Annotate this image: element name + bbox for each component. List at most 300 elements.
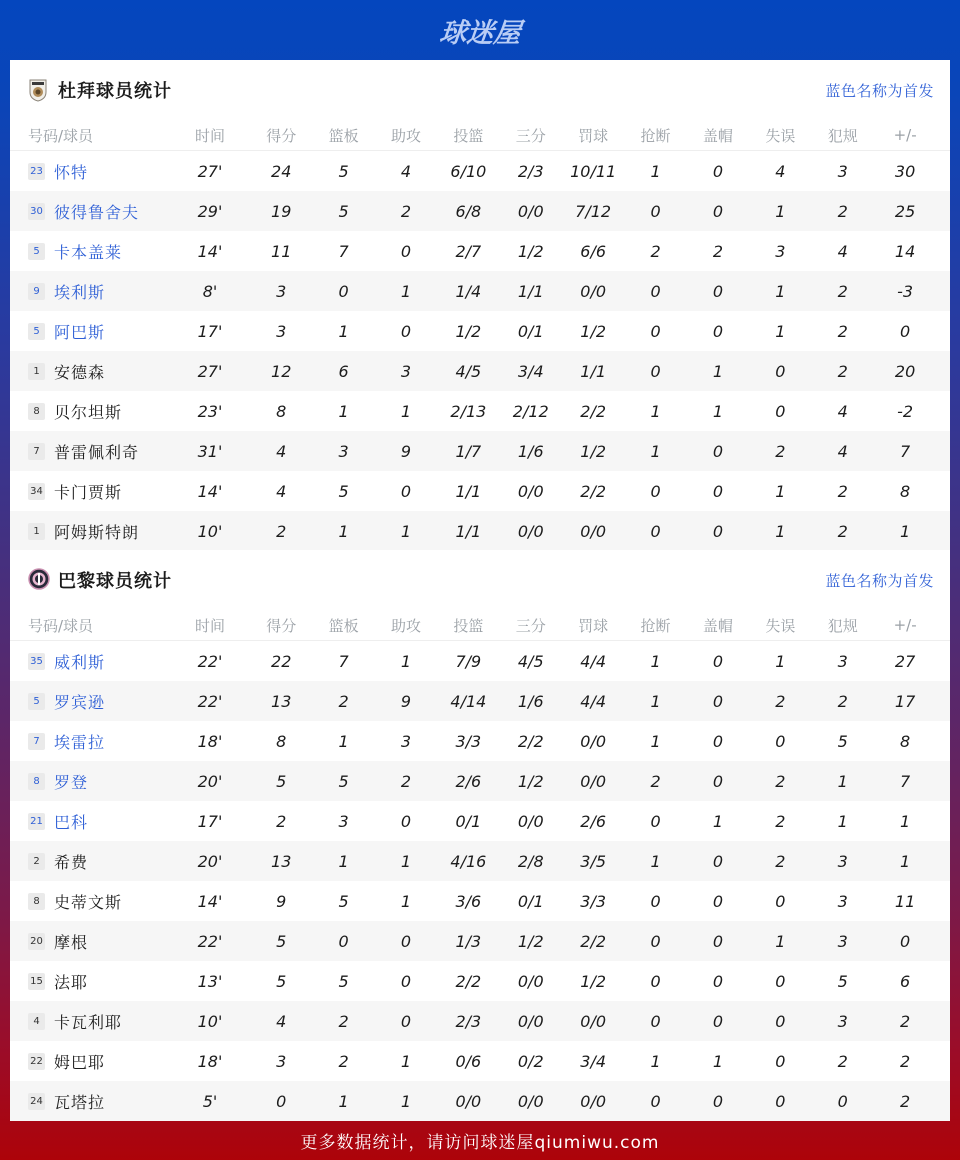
table-row[interactable] <box>10 311 950 351</box>
stat-points: 2 <box>276 811 287 831</box>
stat-assists: 1 <box>400 521 412 541</box>
team-stats-card-dubai <box>10 60 950 550</box>
stat-fg: 2/7 <box>455 241 482 261</box>
column-header-assists: 助攻 <box>390 126 421 145</box>
stat-three: 1/2 <box>517 241 544 261</box>
stat-blocks: 1 <box>712 401 724 421</box>
column-header-three: 三分 <box>515 126 546 145</box>
stat-plus-minus: 14 <box>894 241 916 261</box>
stat-time: 22' <box>197 931 223 951</box>
stat-steals: 0 <box>650 481 661 501</box>
starter-legend-note: 蓝色名称为首发 <box>825 81 934 100</box>
stat-three: 0/1 <box>517 891 544 911</box>
stat-fg: 2/13 <box>450 401 487 421</box>
stat-ft: 0/0 <box>580 281 607 301</box>
stat-three: 1/1 <box>517 281 544 301</box>
player-name-link[interactable]: 希费 <box>54 852 89 872</box>
stat-ft: 0/0 <box>580 731 607 751</box>
stat-assists: 4 <box>400 161 412 181</box>
table-row[interactable] <box>10 1001 950 1041</box>
stat-points: 5 <box>276 931 287 951</box>
stat-plus-minus: 27 <box>894 651 916 671</box>
stat-fouls: 3 <box>837 931 848 951</box>
stat-fg: 4/14 <box>450 691 487 711</box>
stat-blocks: 0 <box>712 321 724 341</box>
stat-fouls: 4 <box>837 401 848 421</box>
stat-steals: 1 <box>650 401 661 421</box>
stat-blocks: 1 <box>712 361 724 381</box>
stat-blocks: 0 <box>712 281 724 301</box>
stat-time: 10' <box>197 1011 223 1031</box>
stat-fg: 7/9 <box>455 651 482 671</box>
jersey-number-badge: 7 <box>28 443 45 460</box>
stat-three: 1/6 <box>517 441 544 461</box>
player-name-link[interactable]: 罗登 <box>54 772 89 792</box>
site-header <box>0 0 960 60</box>
stat-points: 22 <box>271 651 292 671</box>
table-row[interactable] <box>10 721 950 761</box>
stat-rebounds: 0 <box>338 281 349 301</box>
stat-fg: 3/6 <box>455 891 482 911</box>
stat-plus-minus: 8 <box>900 731 911 751</box>
stat-time: 5' <box>202 1091 218 1111</box>
stat-assists: 9 <box>400 441 412 461</box>
stat-points: 24 <box>271 161 292 181</box>
column-header-turnovers: 失误 <box>765 616 796 635</box>
stat-fouls: 2 <box>837 521 848 541</box>
table-row[interactable] <box>10 391 950 431</box>
stat-fg: 1/3 <box>455 931 482 951</box>
stat-assists: 0 <box>400 971 412 991</box>
column-header-time: 时间 <box>194 126 225 145</box>
jersey-number-badge: 24 <box>28 1093 45 1110</box>
table-row[interactable] <box>10 801 950 841</box>
stat-three: 0/0 <box>517 1091 544 1111</box>
stat-three: 3/4 <box>517 361 544 381</box>
stat-ft: 2/6 <box>580 811 607 831</box>
column-header-rebounds: 篮板 <box>328 616 359 635</box>
column-header-fouls: 犯规 <box>827 616 858 635</box>
stat-ft: 3/3 <box>580 891 607 911</box>
player-cell <box>10 200 172 223</box>
stat-turnovers: 0 <box>775 971 786 991</box>
footer-banner <box>0 1120 960 1160</box>
jersey-number-badge: 8 <box>28 773 45 790</box>
table-row[interactable] <box>10 471 950 511</box>
column-header-fg: 投篮 <box>453 126 484 145</box>
stat-three: 0/0 <box>517 521 544 541</box>
stat-fg: 0/1 <box>455 811 482 831</box>
player-cell <box>10 520 172 543</box>
player-name-link[interactable]: 法耶 <box>54 972 89 992</box>
stat-three: 4/5 <box>517 651 544 671</box>
stat-plus-minus: 25 <box>894 201 916 221</box>
stat-plus-minus: 6 <box>900 971 911 991</box>
stat-steals: 1 <box>650 851 661 871</box>
stat-ft: 0/0 <box>580 1091 607 1111</box>
jersey-number-badge: 1 <box>28 523 45 540</box>
stat-fouls: 2 <box>837 281 848 301</box>
player-cell <box>10 690 172 713</box>
stat-ft: 0/0 <box>580 771 607 791</box>
jersey-number-badge: 8 <box>28 403 45 420</box>
player-stats-table <box>10 151 950 551</box>
column-header-plus-minus: +/- <box>893 126 917 144</box>
stat-points: 8 <box>276 401 287 421</box>
stat-rebounds: 1 <box>338 321 349 341</box>
stat-points: 13 <box>271 691 292 711</box>
player-cell <box>10 440 172 463</box>
stat-rebounds: 5 <box>338 481 349 501</box>
stat-points: 2 <box>276 521 287 541</box>
stat-points: 5 <box>276 971 287 991</box>
stat-assists: 0 <box>400 481 412 501</box>
player-cell <box>10 1050 172 1073</box>
player-name-link[interactable]: 瓦塔拉 <box>54 1092 106 1112</box>
stat-blocks: 0 <box>712 731 724 751</box>
stat-steals: 0 <box>650 971 661 991</box>
jersey-number-badge: 30 <box>28 203 45 220</box>
stat-plus-minus: 17 <box>894 691 916 711</box>
stat-fouls: 4 <box>837 241 848 261</box>
column-header-player: 号码/球员 <box>28 616 94 635</box>
column-header-points: 得分 <box>266 126 297 145</box>
stat-assists: 0 <box>400 321 412 341</box>
paris-team-crest-icon <box>28 568 48 592</box>
jersey-number-badge: 35 <box>28 653 45 670</box>
table-row[interactable] <box>10 1081 950 1121</box>
jersey-number-badge: 2 <box>28 853 45 870</box>
stat-steals: 0 <box>650 281 661 301</box>
stat-assists: 1 <box>400 651 412 671</box>
stat-ft: 0/0 <box>580 521 607 541</box>
stat-ft: 2/2 <box>580 401 607 421</box>
stat-fg: 6/8 <box>455 201 482 221</box>
stat-turnovers: 2 <box>775 691 786 711</box>
column-header-player: 号码/球员 <box>28 126 94 145</box>
stat-steals: 0 <box>650 1091 661 1111</box>
stat-plus-minus: 1 <box>900 811 911 831</box>
stat-points: 11 <box>271 241 292 261</box>
stat-three: 1/2 <box>517 931 544 951</box>
stat-turnovers: 1 <box>775 521 786 541</box>
stat-plus-minus: 1 <box>900 851 911 871</box>
player-cell <box>10 360 172 383</box>
stat-turnovers: 0 <box>775 1091 786 1111</box>
player-name-link[interactable]: 阿姆斯特朗 <box>54 522 140 542</box>
stat-fouls: 1 <box>837 811 848 831</box>
stat-turnovers: 0 <box>775 1011 786 1031</box>
table-header <box>10 610 950 641</box>
stat-three: 0/2 <box>517 1051 544 1071</box>
table-row[interactable] <box>10 1041 950 1081</box>
stat-rebounds: 1 <box>338 851 349 871</box>
stat-turnovers: 0 <box>775 891 786 911</box>
stat-fouls: 3 <box>837 161 848 181</box>
stat-time: 10' <box>197 521 223 541</box>
stat-steals: 0 <box>650 361 661 381</box>
player-name-link[interactable]: 安德森 <box>54 362 106 382</box>
player-name-link[interactable]: 史蒂文斯 <box>54 892 123 912</box>
stat-assists: 1 <box>400 1091 412 1111</box>
table-row[interactable] <box>10 921 950 961</box>
stat-fg: 2/6 <box>455 771 482 791</box>
table-row[interactable] <box>10 841 950 881</box>
stat-fouls: 2 <box>837 481 848 501</box>
stat-fouls: 3 <box>837 651 848 671</box>
stat-ft: 10/11 <box>570 161 617 181</box>
jersey-number-badge: 23 <box>28 163 45 180</box>
column-header-turnovers: 失误 <box>765 126 796 145</box>
stat-turnovers: 2 <box>775 441 786 461</box>
player-name-link[interactable]: 罗宾逊 <box>54 692 106 712</box>
stat-rebounds: 7 <box>338 651 349 671</box>
jersey-number-badge: 9 <box>28 283 45 300</box>
stat-steals: 0 <box>650 321 661 341</box>
stat-points: 8 <box>276 731 287 751</box>
stat-fg: 1/2 <box>455 321 482 341</box>
player-cell <box>10 970 172 993</box>
player-name-link[interactable]: 普雷佩利奇 <box>54 442 140 462</box>
column-header-assists: 助攻 <box>390 616 421 635</box>
table-row[interactable] <box>10 151 950 191</box>
stat-assists: 1 <box>400 851 412 871</box>
table-row[interactable] <box>10 881 950 921</box>
table-row[interactable] <box>10 681 950 721</box>
stat-rebounds: 1 <box>338 1091 349 1111</box>
player-name-link[interactable]: 卡瓦利耶 <box>54 1012 123 1032</box>
stat-blocks: 2 <box>712 241 724 261</box>
stat-three: 2/2 <box>517 731 544 751</box>
stat-rebounds: 5 <box>338 771 349 791</box>
stat-fouls: 5 <box>837 971 848 991</box>
stat-time: 27' <box>197 361 223 381</box>
player-name-link[interactable]: 埃雷拉 <box>54 732 106 752</box>
stat-time: 17' <box>197 811 223 831</box>
player-cell <box>10 400 172 423</box>
player-cell <box>10 1090 172 1113</box>
stat-points: 9 <box>276 891 287 911</box>
stat-fg: 0/0 <box>455 1091 482 1111</box>
stat-steals: 0 <box>650 201 661 221</box>
column-header-points: 得分 <box>266 616 297 635</box>
stat-fg: 0/6 <box>455 1051 482 1071</box>
column-header-blocks: 盖帽 <box>702 616 733 635</box>
dubai-team-crest-icon <box>28 78 48 102</box>
column-header-steals: 抢断 <box>640 126 671 145</box>
stat-plus-minus: -2 <box>897 401 914 421</box>
stat-three: 0/0 <box>517 481 544 501</box>
stat-steals: 0 <box>650 811 661 831</box>
table-row[interactable] <box>10 231 950 271</box>
player-name-link[interactable]: 埃利斯 <box>54 282 106 302</box>
stat-assists: 1 <box>400 1051 412 1071</box>
table-row[interactable] <box>10 641 950 681</box>
stat-blocks: 1 <box>712 1051 724 1071</box>
player-cell <box>10 850 172 873</box>
stat-blocks: 0 <box>712 1091 724 1111</box>
stat-ft: 4/4 <box>580 651 607 671</box>
jersey-number-badge: 5 <box>28 323 45 340</box>
table-row[interactable] <box>10 271 950 311</box>
stat-time: 23' <box>197 401 223 421</box>
stat-turnovers: 0 <box>775 401 786 421</box>
stat-rebounds: 1 <box>338 731 349 751</box>
stat-rebounds: 2 <box>338 1051 349 1071</box>
stat-fouls: 3 <box>837 851 848 871</box>
stat-three: 0/0 <box>517 1011 544 1031</box>
jersey-number-badge: 8 <box>28 893 45 910</box>
jersey-number-badge: 5 <box>28 693 45 710</box>
stat-three: 0/0 <box>517 201 544 221</box>
stat-assists: 2 <box>400 201 412 221</box>
table-row[interactable] <box>10 191 950 231</box>
player-name-link[interactable]: 摩根 <box>54 932 89 952</box>
stat-three: 2/3 <box>517 161 544 181</box>
column-header-ft: 罚球 <box>578 616 609 635</box>
player-cell <box>10 650 172 673</box>
column-header-plus-minus: +/- <box>893 616 917 634</box>
table-row[interactable] <box>10 431 950 471</box>
player-cell <box>10 730 172 753</box>
stat-points: 4 <box>276 1011 287 1031</box>
player-cell <box>10 480 172 503</box>
jersey-number-badge: 34 <box>28 483 45 500</box>
stat-plus-minus: 8 <box>900 481 911 501</box>
stat-rebounds: 5 <box>338 891 349 911</box>
stat-blocks: 0 <box>712 161 724 181</box>
table-row[interactable] <box>10 961 950 1001</box>
column-header-three: 三分 <box>515 616 546 635</box>
player-cell <box>10 320 172 343</box>
table-row[interactable] <box>10 761 950 801</box>
stat-turnovers: 1 <box>775 481 786 501</box>
table-row[interactable] <box>10 511 950 551</box>
stat-fouls: 3 <box>837 891 848 911</box>
table-header <box>10 120 950 151</box>
stat-three: 0/1 <box>517 321 544 341</box>
stat-plus-minus: 1 <box>900 521 911 541</box>
column-header-rebounds: 篮板 <box>328 126 359 145</box>
stat-assists: 3 <box>400 731 412 751</box>
stat-blocks: 0 <box>712 971 724 991</box>
stat-plus-minus: 20 <box>894 361 916 381</box>
jersey-number-badge: 22 <box>28 1053 45 1070</box>
stat-blocks: 0 <box>712 481 724 501</box>
stat-fouls: 5 <box>837 731 848 751</box>
stat-points: 4 <box>276 481 287 501</box>
stat-steals: 1 <box>650 731 661 751</box>
footer-text: 更多数据统计，请访问球迷屋qiumiwu.com <box>300 1132 660 1153</box>
player-name-link[interactable]: 怀特 <box>54 162 89 182</box>
stat-fouls: 1 <box>837 771 848 791</box>
player-name-link[interactable]: 威利斯 <box>54 652 106 672</box>
stat-turnovers: 1 <box>775 931 786 951</box>
player-name-link[interactable]: 彼得鲁舍夫 <box>54 202 140 222</box>
table-row[interactable] <box>10 351 950 391</box>
stat-ft: 1/2 <box>580 971 607 991</box>
stat-time: 8' <box>202 281 218 301</box>
stat-time: 27' <box>197 161 223 181</box>
player-name-link[interactable]: 姆巴耶 <box>54 1052 106 1072</box>
stat-rebounds: 3 <box>338 441 349 461</box>
stat-ft: 1/2 <box>580 441 607 461</box>
stat-ft: 1/2 <box>580 321 607 341</box>
stat-plus-minus: 2 <box>900 1091 911 1111</box>
stat-plus-minus: 7 <box>900 771 911 791</box>
stat-blocks: 0 <box>712 891 724 911</box>
stat-assists: 2 <box>400 771 412 791</box>
player-name-link[interactable]: 卡门贾斯 <box>54 482 123 502</box>
stat-ft: 4/4 <box>580 691 607 711</box>
stat-three: 2/8 <box>517 851 544 871</box>
stat-fouls: 0 <box>837 1091 848 1111</box>
stat-rebounds: 7 <box>338 241 349 261</box>
stat-steals: 0 <box>650 891 661 911</box>
stat-blocks: 0 <box>712 771 724 791</box>
stat-plus-minus: 2 <box>900 1011 911 1031</box>
stat-points: 19 <box>271 201 292 221</box>
stat-plus-minus: 11 <box>894 891 916 911</box>
stat-fg: 6/10 <box>450 161 487 181</box>
stat-time: 18' <box>197 731 223 751</box>
jersey-number-badge: 4 <box>28 1013 45 1030</box>
stat-ft: 2/2 <box>580 931 607 951</box>
stat-steals: 0 <box>650 931 661 951</box>
player-name-link[interactable]: 贝尔坦斯 <box>54 402 123 422</box>
stat-fg: 1/4 <box>455 281 482 301</box>
stat-ft: 3/5 <box>580 851 607 871</box>
player-name-link[interactable]: 卡本盖莱 <box>54 242 123 262</box>
stat-steals: 0 <box>650 521 661 541</box>
stat-turnovers: 2 <box>775 771 786 791</box>
stat-three: 0/0 <box>517 811 544 831</box>
player-name-link[interactable]: 阿巴斯 <box>54 322 106 342</box>
stat-plus-minus: 7 <box>900 441 911 461</box>
stat-assists: 1 <box>400 281 412 301</box>
stat-blocks: 0 <box>712 651 724 671</box>
stat-assists: 1 <box>400 401 412 421</box>
stat-blocks: 0 <box>712 691 724 711</box>
stat-steals: 1 <box>650 1051 661 1071</box>
stat-blocks: 1 <box>712 811 724 831</box>
jersey-number-badge: 20 <box>28 933 45 950</box>
stat-assists: 1 <box>400 891 412 911</box>
stat-rebounds: 1 <box>338 521 349 541</box>
stat-fg: 3/3 <box>455 731 482 751</box>
stat-assists: 0 <box>400 1011 412 1031</box>
stat-time: 22' <box>197 651 223 671</box>
player-name-link[interactable]: 巴科 <box>54 812 89 832</box>
stat-fg: 1/7 <box>455 441 482 461</box>
player-stats-table <box>10 641 950 1121</box>
stat-fouls: 3 <box>837 1011 848 1031</box>
stat-points: 13 <box>271 851 292 871</box>
stat-turnovers: 3 <box>775 241 786 261</box>
stat-blocks: 0 <box>712 201 724 221</box>
player-cell <box>10 240 172 263</box>
stat-three: 1/6 <box>517 691 544 711</box>
stat-turnovers: 0 <box>775 361 786 381</box>
stat-turnovers: 1 <box>775 651 786 671</box>
stat-blocks: 0 <box>712 851 724 871</box>
stat-fg: 2/3 <box>455 1011 482 1031</box>
stat-points: 0 <box>276 1091 287 1111</box>
stat-steals: 1 <box>650 651 661 671</box>
stat-assists: 0 <box>400 931 412 951</box>
stat-ft: 1/1 <box>580 361 607 381</box>
stat-fg: 4/5 <box>455 361 482 381</box>
